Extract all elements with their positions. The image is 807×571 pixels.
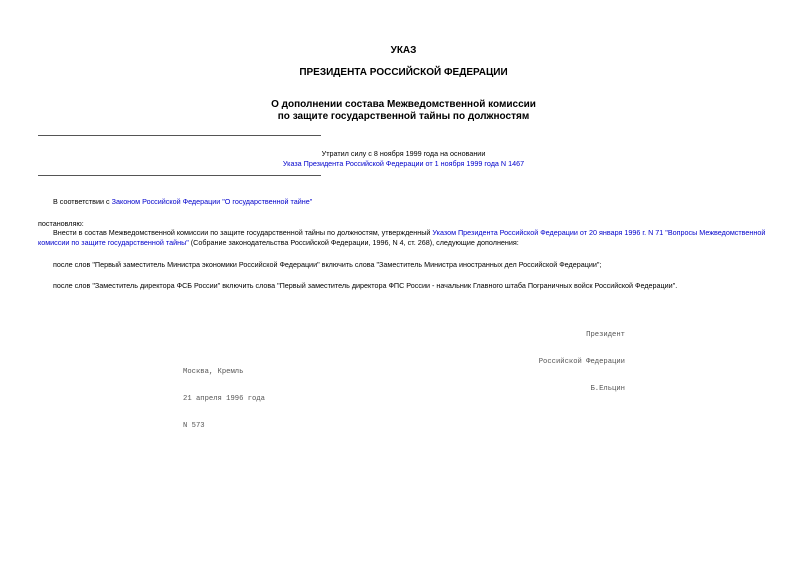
preamble-law-link[interactable]: Законом Российской Федерации "О государственной тайне": [111, 197, 313, 206]
paragraph-3: после слов "Заместитель директора ФСБ России" включить слова "Первый заместитель директора ФПС России - начальник Главного штаба Пограничных войск Российской Федерации".: [53, 281, 678, 290]
paragraph-1-suffix: (Собрание законодательства Российской Федерации, 1996, N 4, ст. 268), следующие дополнения:: [188, 238, 519, 247]
decree-word: постановляю:: [38, 219, 84, 228]
issuer: ПРЕЗИДЕНТА РОССИЙСКОЙ ФЕДЕРАЦИИ: [299, 67, 508, 78]
paragraph-1: [38, 228, 773, 248]
document-title-line-2: по защите государственной тайны по должностям: [277, 111, 530, 122]
place: Москва, Кремль: [183, 368, 244, 376]
paragraph-2: после слов "Первый заместитель Министра экономики Российской Федерации" включить слова "Заместитель Министра иностранных дел Российской Федерации";: [53, 260, 602, 269]
expired-basis: [0, 159, 807, 169]
expired-note: Утратил силу с 8 ноября 1999 года на основании: [321, 149, 486, 158]
signature-title: Президент: [586, 331, 625, 339]
paragraph-1-text: Внести в состав Межведомственной комиссии по защите государственной тайны по должностям, утвержденный: [53, 228, 433, 237]
preamble-text: В соответствии с: [53, 197, 112, 206]
preamble: [53, 197, 753, 207]
expired-basis-link[interactable]: Указа Президента Российской Федерации от 1 ноября 1999 года N 1467: [282, 159, 525, 168]
signature-country: Российской Федерации: [538, 358, 625, 366]
paragraph-1-decree-link[interactable]: Указом Президента Российской Федерации от 20 января 1996 г. N 71 "Вопросы Межведомственной комиссии по защите государственной тайны": [38, 228, 766, 247]
divider-bottom: [38, 175, 321, 176]
place-date-block: [183, 350, 265, 440]
document-title-line-1: О дополнении состава Межведомственной комиссии: [271, 99, 536, 110]
decree-number: N 573: [183, 422, 205, 430]
signature-block: [470, 313, 625, 403]
signature-name: Б.Ельцин: [590, 385, 625, 393]
document-type: УКАЗ: [390, 45, 417, 56]
date: 21 апреля 1996 года: [183, 395, 265, 403]
divider-top: [38, 135, 321, 136]
